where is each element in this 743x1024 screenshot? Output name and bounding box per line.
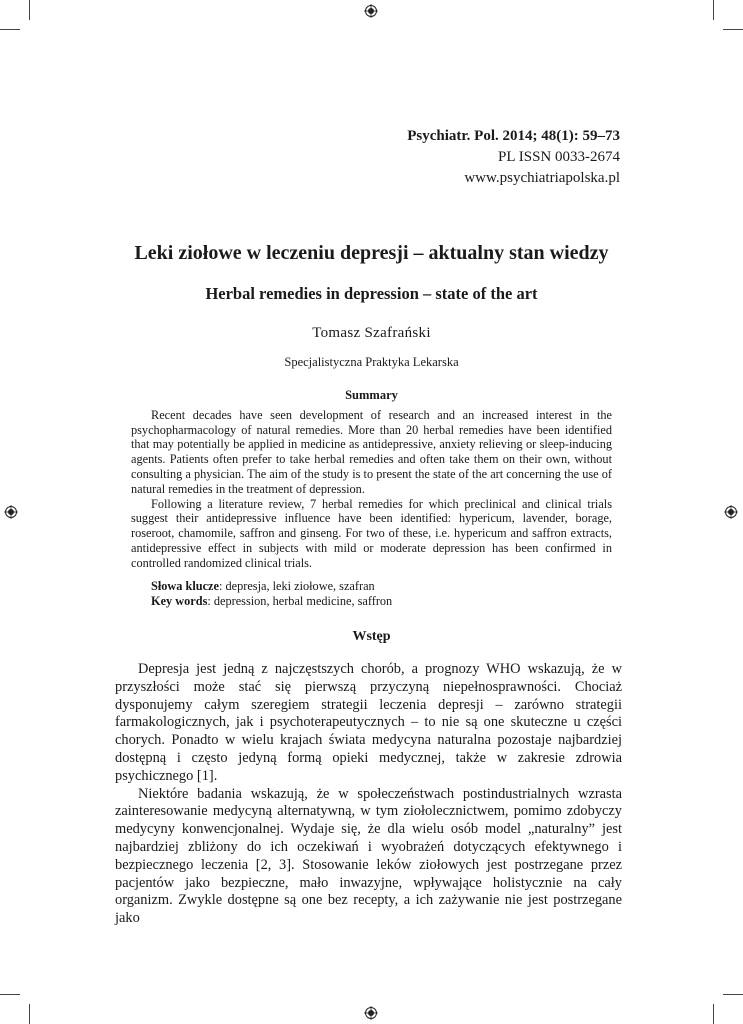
title-polish: Leki ziołowe w leczeniu depresji – aktualny stan wiedzy: [134, 242, 609, 264]
crop-mark-bottom-right-h: [723, 994, 743, 995]
body-text: [115, 661, 622, 928]
journal-website: www.psychiatriapolska.pl: [464, 170, 620, 186]
registration-mark-icon: [4, 505, 18, 519]
crop-mark-bottom-left: [29, 1004, 30, 1024]
summary-heading: Summary: [345, 388, 398, 402]
summary-paragraph: Following a literature review, 7 herbal remedies for which preclinical and clinical trials suggest their antidepressive influence have been identified: hypericum, lavender, borage, roseroot, chamomile, saffron and ginseng. For two of these, i.e. hypericum and saffron extracts, antidepressive effect in subjects with mild or moderate depression has been confirmed in controlled randomized clinical trials.: [131, 496, 612, 570]
keywords-polish-value: : depresja, leki ziołowe, szafran: [218, 578, 375, 593]
keywords-english-label: Key words: [151, 593, 208, 608]
journal-header: [407, 126, 620, 189]
crop-mark-top-left: [29, 0, 30, 20]
registration-mark-icon: [364, 4, 378, 18]
keywords-english: [151, 594, 612, 609]
crop-mark-top-left-h: [0, 29, 20, 30]
keywords-polish: [151, 579, 612, 594]
title-english: Herbal remedies in depression – state of the art: [205, 284, 538, 303]
author: Tomasz Szafrański: [312, 325, 431, 341]
crop-mark-top-right: [713, 0, 714, 20]
summary-paragraph: Recent decades have seen development of research and an increased interest in the psychopharmacology of natural remedies. More than 20 herbal remedies have been identified that may potentially be applied in medicine as antidepressive, anxiety relieving or sleep-inducing agents. Patients often prefer to take herbal remedies and often take them on their own, without consulting a physician. The aim of the study is to present the state of the art concerning the use of natural remedies in the treatment of depression.: [131, 407, 612, 496]
section-title: Wstęp: [352, 629, 391, 644]
keywords: [131, 579, 612, 609]
affiliation: Specjalistyczna Praktyka Lekarska: [284, 355, 459, 369]
summary: [131, 388, 612, 609]
registration-mark-icon: [364, 1006, 378, 1020]
registration-mark-icon: [724, 505, 738, 519]
journal-reference: Psychiatr. Pol. 2014; 48(1): 59–73: [407, 128, 620, 144]
body-paragraph: Depresja jest jedną z najczęstszych chorób, a prognozy WHO wskazują, że w przyszłości może stać się pierwszą przyczyną niepełnosprawności. Chociaż dysponujemy całym szeregiem strategii leczenia depresji – zarówno strategii farmakologicznych, jak i psychoterapeutycznych – to nie są one skuteczne u części chorych. Ponadto w wielu krajach świata medycyna naturalna pozostaje najbardziej dostępną i często jedyną formą opieki medycznej, także w zakresie zdrowia psychicznego [1].: [115, 661, 622, 784]
crop-mark-top-right-h: [723, 29, 743, 30]
body-paragraph: Niektóre badania wskazują, że w społeczeństwach postindustrialnych wzrasta zainteresowanie medycyną alternatywną, w tym ziołolecznictwem, pomimo zdobyczy medycyny konwencjonalnej. Wydaje się, że dla wielu osób model „naturalny” jest najbardziej zbliżony do ich oczekiwań i wyobrażeń dotyczących efektywnego i bezpiecznego leczenia [2, 3]. Stosowanie leków ziołowych jest postrzegane przez pacjentów jako bezpieczne, mało inwazyjne, wpływające holistycznie na cały organizm. Zwykle dostępne są one bez recepty, a ich zażywanie nie jest postrzegane jako: [115, 785, 622, 927]
journal-issn: PL ISSN 0033-2674: [498, 149, 620, 165]
keywords-polish-label: Słowa klucze: [151, 578, 219, 593]
crop-mark-bottom-left-h: [0, 994, 20, 995]
crop-mark-bottom-right: [713, 1004, 714, 1024]
keywords-english-value: : depression, herbal medicine, saffron: [207, 593, 393, 608]
